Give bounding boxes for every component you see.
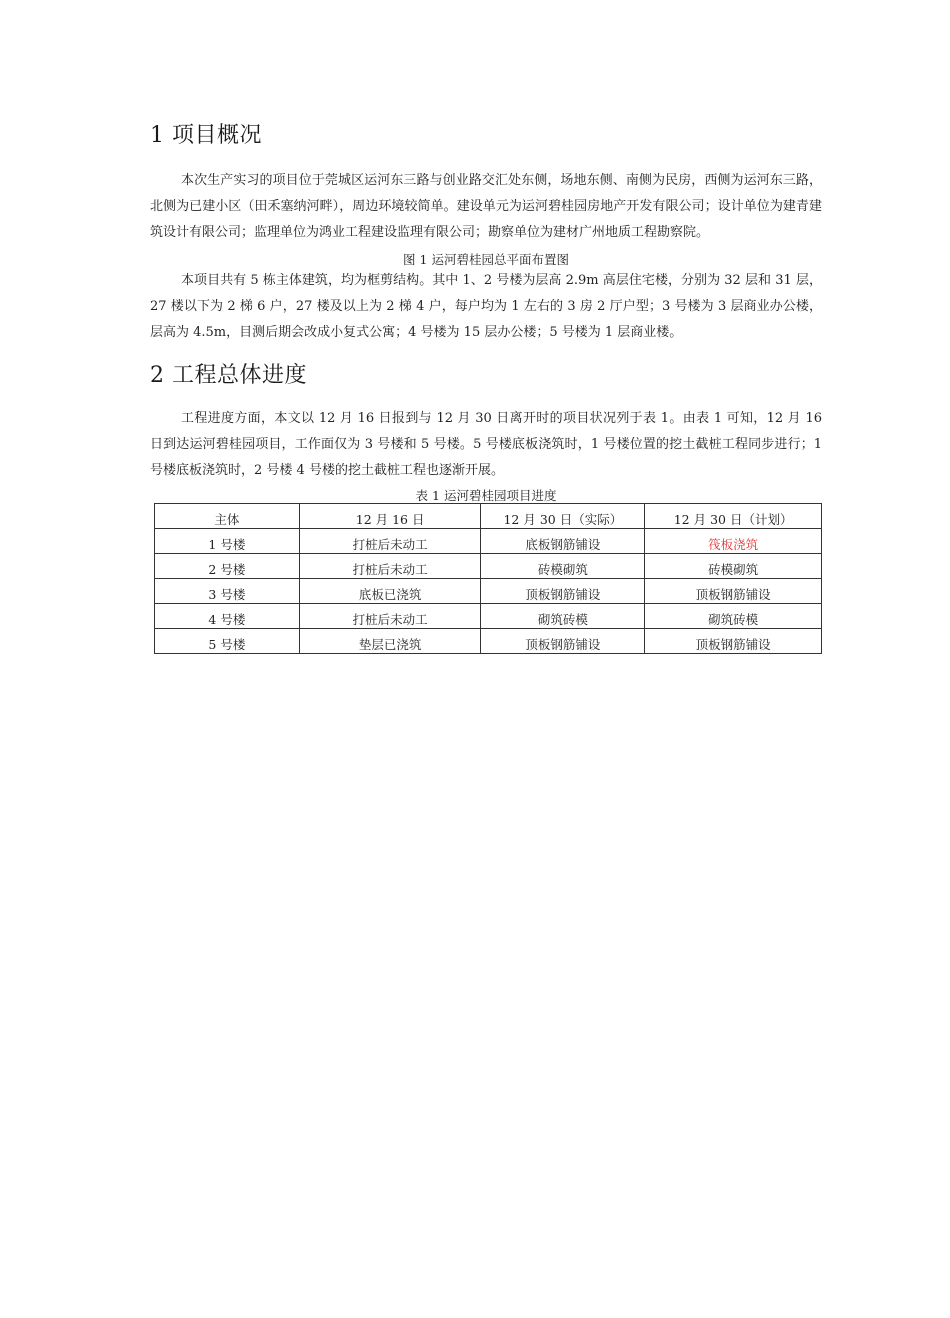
table-row — [155, 579, 822, 604]
building-description-paragraph: 本项目共有 5 栋主体建筑，均为框剪结构。其中 1、2 号楼为层高 2.9m 高层住宅楼，分别为 32 层和 31 层，27 楼以下为 2 梯 6 户，27 楼及以上为 2 梯 4 户，每户均为 1 左右的 3 房 2 厅户型；3 号楼为 3 层商业办公楼，层高为 4.5m，目测后期会改成小复式公寓；4 号楼为 15 层办公楼；5 号楼为 1 层商业楼。 — [150, 273, 822, 340]
table-cell: 垫层已浇筑 — [299, 629, 481, 654]
table-cell: 1 号楼 — [155, 529, 300, 554]
table-cell: 砖模砌筑 — [645, 554, 822, 579]
table-cell: 砖模砌筑 — [481, 554, 645, 579]
table-cell: 砌筑砖模 — [645, 604, 822, 629]
table-cell: 顶板钢筋铺设 — [645, 629, 822, 654]
table-row — [155, 604, 822, 629]
table-cell: 顶板钢筋铺设 — [481, 579, 645, 604]
table-row — [155, 629, 822, 654]
table-cell-highlighted: 筏板浇筑 — [645, 529, 822, 554]
table-row — [155, 554, 822, 579]
table-row — [155, 529, 822, 554]
section-heading-overall-progress: 2 工程总体进度 — [150, 363, 307, 388]
table-cell: 底板钢筋铺设 — [481, 529, 645, 554]
table-cell: 4 号楼 — [155, 604, 300, 629]
table-cell: 打桩后未动工 — [299, 554, 481, 579]
table-cell: 顶板钢筋铺设 — [645, 579, 822, 604]
progress-paragraph: 工程进度方面，本文以 12 月 16 日报到与 12 月 30 日离开时的项目状况列于表 1。由表 1 可知，12 月 16 日到达运河碧桂园项目，工作面仅为 3 号楼和 5 号楼。5 号楼底板浇筑时，1 号楼位置的挖土截桩工程同步进行；1 号楼底板浇筑时，2 号楼 4 号楼的挖土截桩工程也逐渐开展。 — [150, 411, 822, 478]
table-cell: 底板已浇筑 — [299, 579, 481, 604]
table-cell: 砌筑砖模 — [481, 604, 645, 629]
table-cell: 2 号楼 — [155, 554, 300, 579]
table-cell: 顶板钢筋铺设 — [481, 629, 645, 654]
table-cell: 3 号楼 — [155, 579, 300, 604]
table-caption: 表 1 运河碧桂园项目进度 — [415, 488, 557, 503]
header-cell-dec30-actual: 12 月 30 日（实际） — [481, 504, 645, 529]
header-cell-dec16: 12 月 16 日 — [299, 504, 481, 529]
table-cell: 打桩后未动工 — [299, 604, 481, 629]
header-cell-subject: 主体 — [155, 504, 300, 529]
table-cell: 打桩后未动工 — [299, 529, 481, 554]
table-header-row — [155, 504, 822, 529]
header-cell-dec30-planned: 12 月 30 日（计划） — [645, 504, 822, 529]
table-cell: 5 号楼 — [155, 629, 300, 654]
figure-caption: 图 1 运河碧桂园总平面布置图 — [403, 252, 569, 267]
progress-table — [154, 503, 822, 654]
project-overview-paragraph: 本次生产实习的项目位于莞城区运河东三路与创业路交汇处东侧，场地东侧、南侧为民房，西侧为运河东三路，北侧为已建小区（田禾塞纳河畔），周边环境较简单。建设单元为运河碧桂园房地产开发有限公司；设计单位为建青建筑设计有限公司；监理单位为鸿业工程建设监理有限公司；勘察单位为建材广州地质工程勘察院。 — [150, 173, 822, 240]
section-heading-project-overview: 1 项目概况 — [150, 123, 262, 148]
